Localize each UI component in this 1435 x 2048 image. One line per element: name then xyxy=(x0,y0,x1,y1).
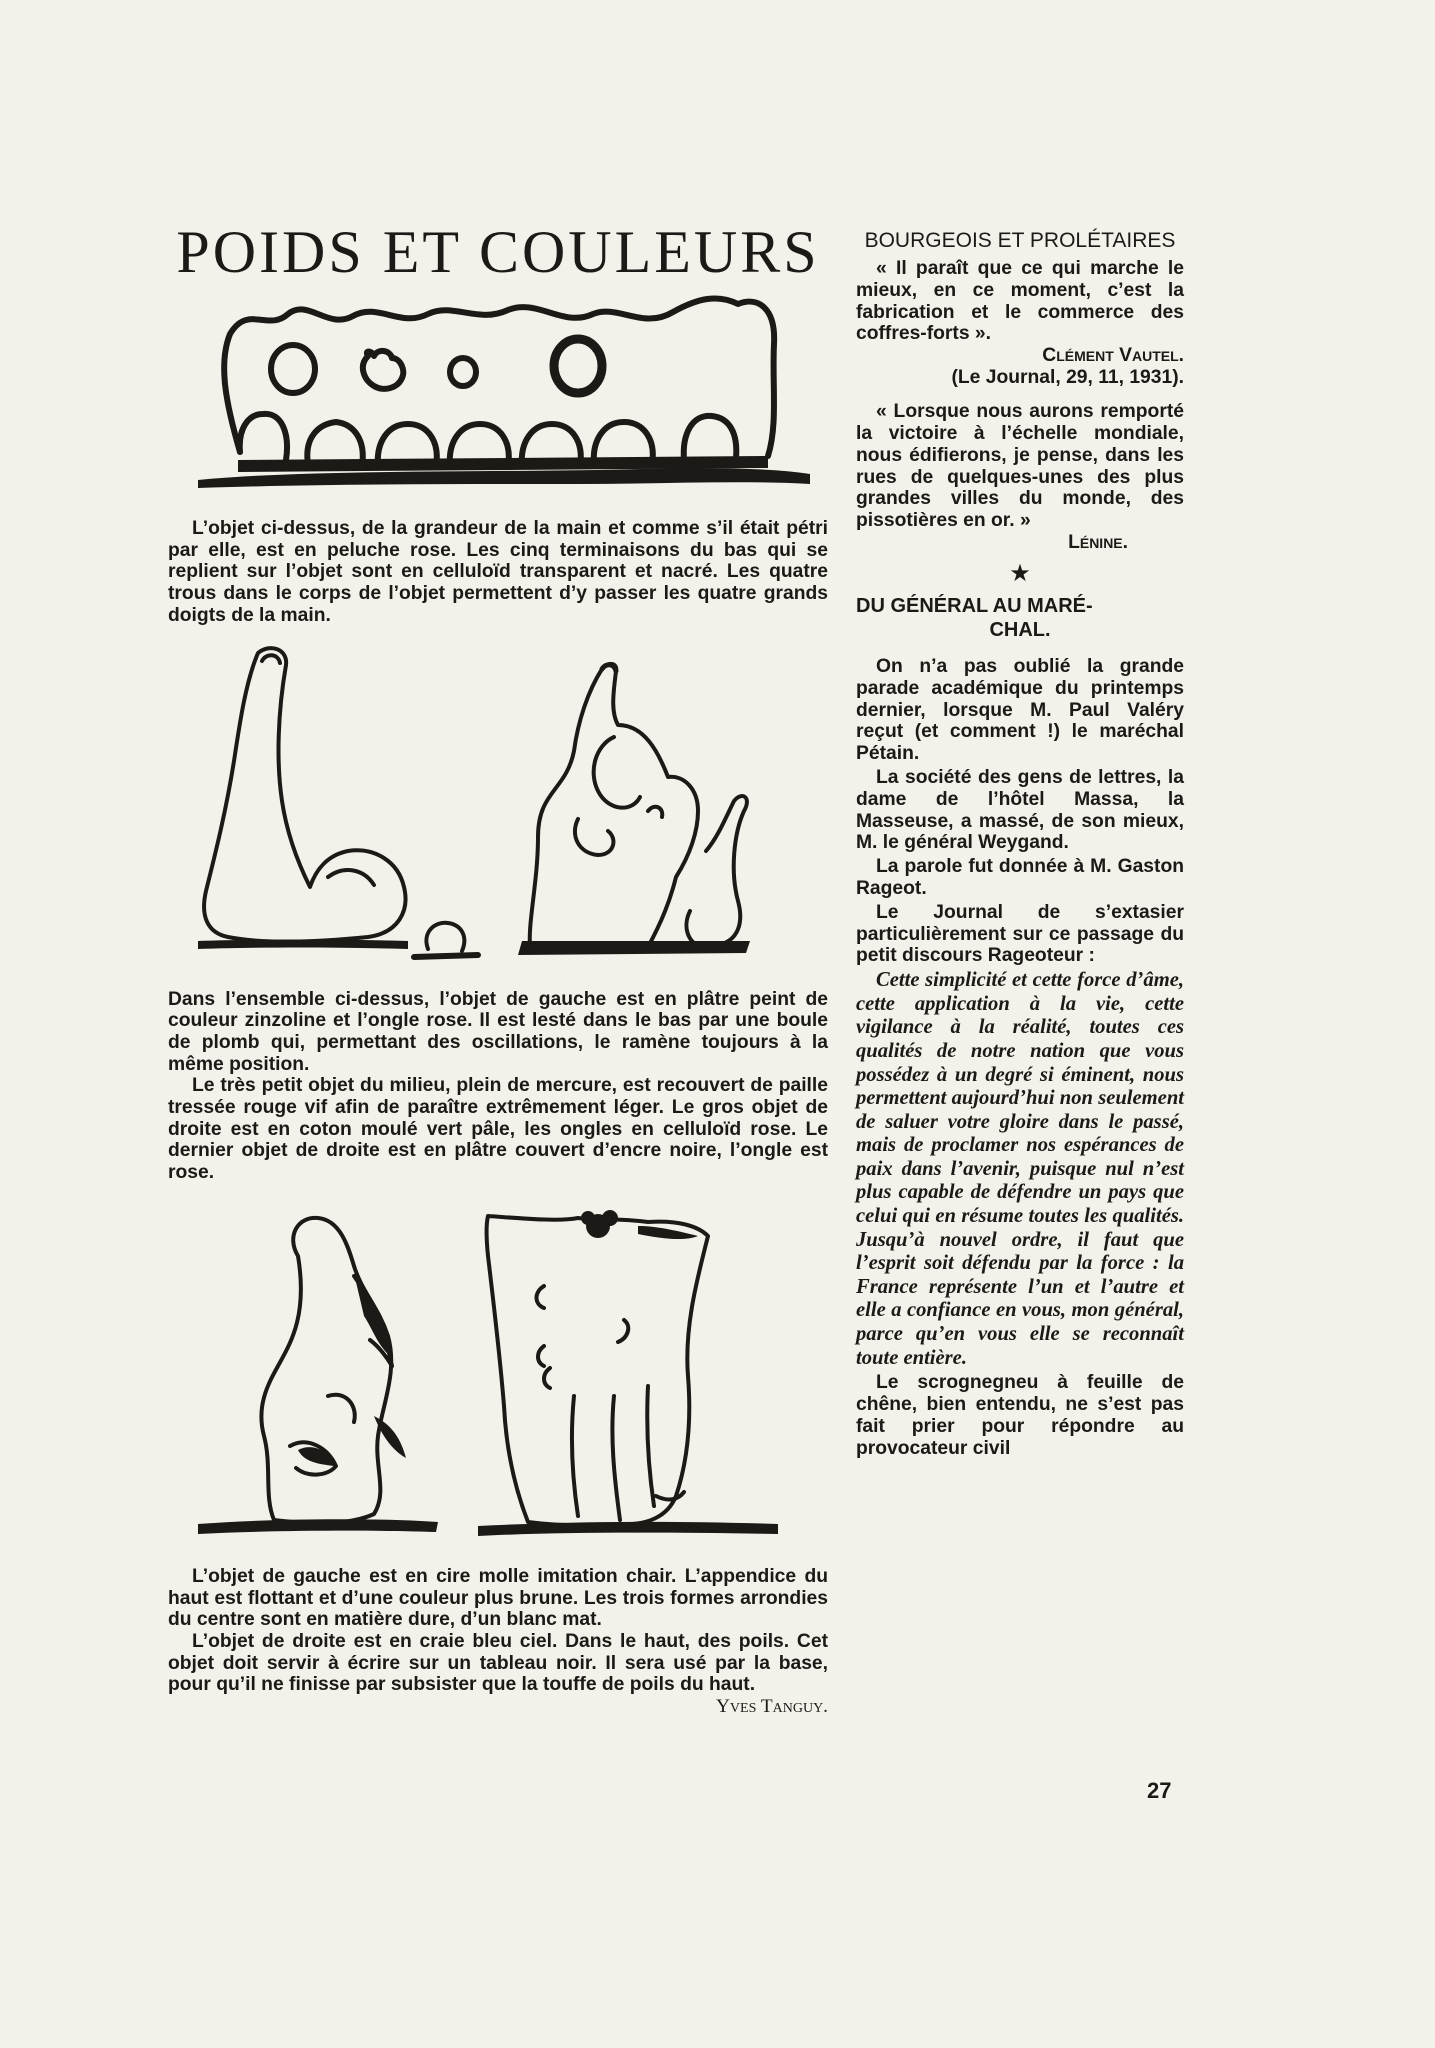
article-paragraph-2: La société des gens de lettres, la dame de l’hôtel Massa, la Masseuse, a massé, de son mieux, M. le général Weygand. xyxy=(856,766,1184,854)
article-body xyxy=(856,656,1184,1459)
quote-vautel xyxy=(856,258,1184,345)
quote-lenine-text: « Lorsque nous aurons remporté la victoire à l’échelle mondiale, nous édifierons, je pense, dans les rues de quelques-unes des plus grandes villes du monde, des pissotières en or. » xyxy=(856,401,1184,532)
quote-vautel-source: (Le Journal, 29, 11, 1931). xyxy=(951,367,1184,389)
section-heading-general-line-2: CHAL. xyxy=(989,618,1051,641)
quote-vautel-text: « Il paraît que ce qui marche le mieux, en ce moment, c’est la fabrication et le commerce des coffres-forts ». xyxy=(856,258,1184,345)
author-signature: Yves Tanguy. xyxy=(716,1696,828,1718)
caption-1 xyxy=(168,518,828,627)
article-paragraph-3: La parole fut donnée à M. Gaston Rageot. xyxy=(856,856,1184,899)
right-column xyxy=(856,230,1184,1459)
caption-3-paragraph-2 xyxy=(168,1630,828,1718)
star-separator-icon: ★ xyxy=(1009,560,1031,587)
quote-lenine xyxy=(856,401,1184,532)
page-number: 27 xyxy=(1147,1778,1172,1803)
article-paragraph-6: Le scrognegneu à feuille de chêne, bien entendu, ne s’est pas fait prier pour répondre au provocateur civil xyxy=(856,1372,1184,1459)
article-title: POIDS ET COULEURS xyxy=(176,219,820,285)
article-paragraph-5: Cette simplicité et cette force d’âme, cette application à la vie, cette vigilance à la réalité, toutes ces qualités de notre nation que vous possédez à un degré si éminent, nous permettent aujourd’hui non seulement de saluer votre gloire dans le passé, mais de proclamer nos espérances de paix dans l’avenir, puisque nul n’est plus capable de défendre un pays que celui qui en résume toutes les qualités. Jusqu’à nouvel ordre, il faut que l’esprit soit défendu par la force : la France représente l’un et l’autre et elle a confiance en vous, mon général, parce qu’en vous elle se reconnaît toute entière. xyxy=(856,969,1184,1369)
caption-1-text: L’objet ci-dessus, de la grandeur de la main et comme s’il était pétri par elle, est en peluche rose. Les cinq terminaisons du bas qui se replient sur l’objet sont en celluloïd transparent et nacré. Les quatre trous dans le corps de l’objet permettent d’y passer les quatre grands doigts de la main. xyxy=(168,518,828,626)
caption-3-paragraph-2-text: L’objet de droite est en craie bleu ciel. Dans le haut, des poils. Cet objet doit servir à écrire sur un tableau noir. Il sera usé par la base, pour qu’il ne finisse par subsister que la touffe de poils du haut. xyxy=(168,1630,828,1696)
section-heading-general-line-1: DU GÉNÉRAL AU MARÉ- xyxy=(856,594,1093,617)
caption-2 xyxy=(168,989,828,1184)
illustration-finger-objects xyxy=(178,641,818,981)
caption-3 xyxy=(168,1565,828,1718)
left-column xyxy=(168,219,828,1718)
caption-3-paragraph-1: L’objet de gauche est en cire molle imitation chair. L’appendice du haut est flottant et d’une couleur plus brune. Les trois formes arrondies du centre sont en matière dure, d’un blanc mat. xyxy=(168,1565,828,1631)
caption-2-paragraph-2: Le très petit objet du milieu, plein de mercure, est recouvert de paille tressée rouge vif afin de paraître extrêmement léger. Le gros objet de droite est en coton moulé vert pâle, les ongles en celluloïd rose. Le dernier objet de droite est en plâtre couvert d’encre noire, l’ongle est rose. xyxy=(168,1075,828,1184)
article-paragraph-1: On n’a pas oublié la grande parade académique du printemps dernier, lorsque M. Paul Valéry reçut (et comment !) le maréchal Pétain. xyxy=(856,655,1184,765)
quote-lenine-author: Lénine. xyxy=(1068,531,1128,553)
quote-vautel-author: Clément Vautel. xyxy=(1042,345,1184,367)
caption-2-paragraph-1: Dans l’ensemble ci-dessus, l’objet de gauche est en plâtre peint de couleur zinzoline et l’ongle rose. Il est lesté dans le bas par une boule de plomb qui, permettant des oscillations, le ramène toujours à la même position. xyxy=(168,988,828,1075)
section-heading-general xyxy=(856,594,1184,642)
article-paragraph-4: Le Journal de s’extasier particulièrement sur ce passage du petit discours Rageoteur : xyxy=(856,901,1184,967)
illustration-plush-object xyxy=(178,284,818,514)
section-heading-bourgeois: BOURGEOIS ET PROLÉTAIRES xyxy=(864,229,1176,252)
illustration-wax-and-chalk-objects xyxy=(178,1196,818,1556)
